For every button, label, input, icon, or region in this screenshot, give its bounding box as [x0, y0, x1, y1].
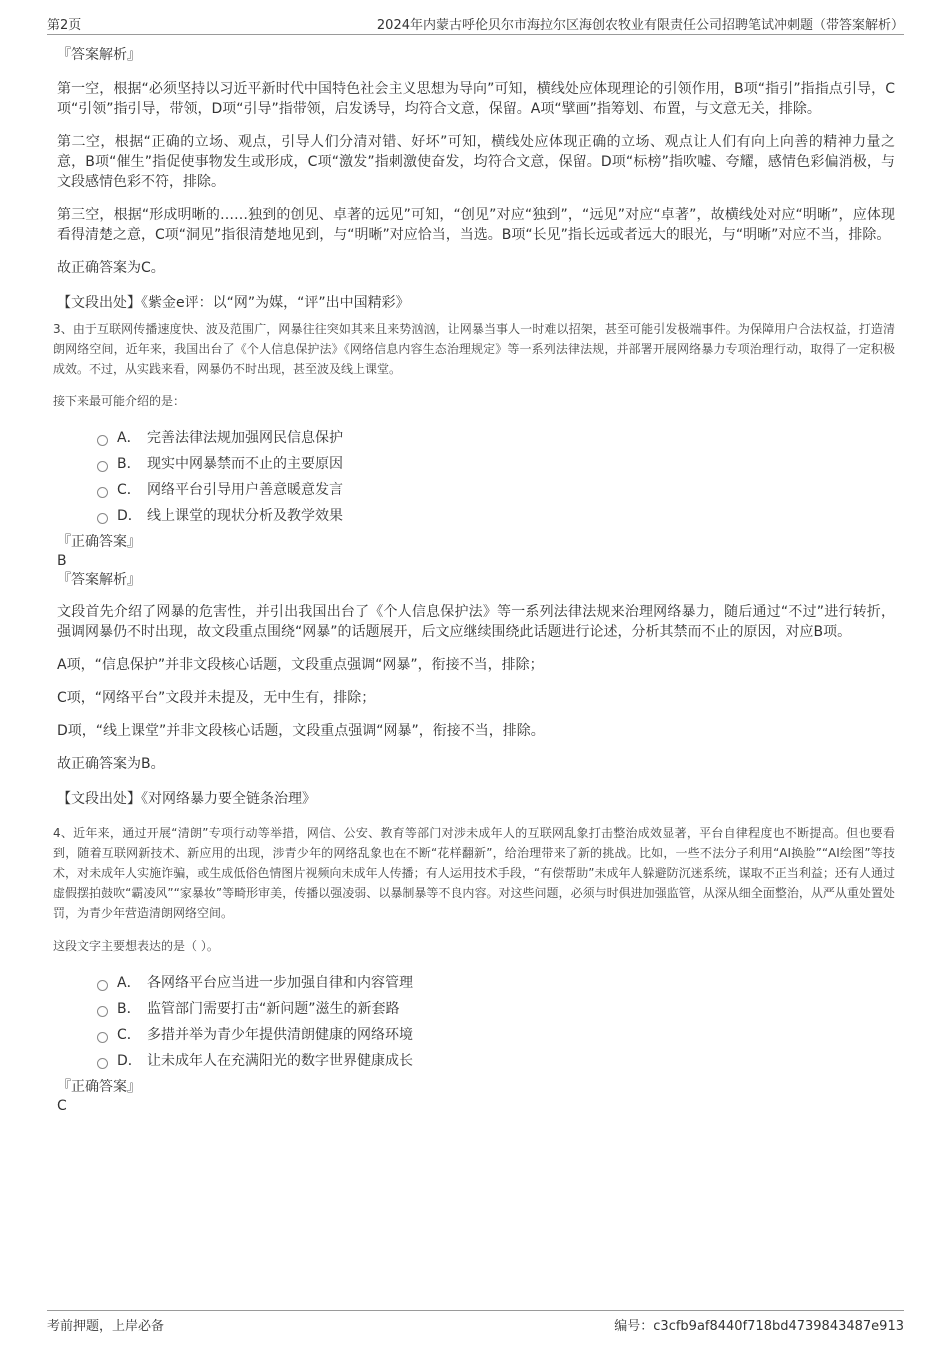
- page-footer: [47, 1310, 904, 1335]
- option-list: [97, 425, 895, 529]
- option-text: 线上课堂的现状分析及教学效果: [147, 508, 343, 524]
- option-letter: A．: [117, 430, 141, 446]
- option-letter: C．: [117, 482, 141, 498]
- option-text: 网络平台引导用户善意暖意发言: [147, 482, 343, 498]
- analysis-paragraph: 第三空，根据“形成明晰的……独到的创见、卓著的远见”可知，“创见”对应“独到”，“远见”对应“卓著”，故横线处对应“明晰”，应体现看得清楚之意，C项“洞见”指很清楚地见到，与“明晰”对应恰当，当选。B项“长见”指长远或者远大的眼光，与“明晰”对应不当，排除。: [57, 207, 895, 243]
- document-title: 2024年内蒙古呼伦贝尔市海拉尔区海创农牧业有限责任公司招聘笔试冲刺题（带答案解析）: [376, 18, 904, 33]
- question-3: [53, 319, 895, 809]
- radio-icon[interactable]: [97, 1058, 108, 1069]
- question-prompt: 接下来最可能介绍的是：: [53, 394, 186, 408]
- option-letter: B．: [117, 1001, 141, 1017]
- option-letter: D．: [117, 508, 142, 524]
- option-c[interactable]: [97, 477, 895, 503]
- option-letter: B．: [117, 456, 141, 472]
- option-text: 让未成年人在充满阳光的数字世界健康成长: [147, 1053, 413, 1069]
- option-d[interactable]: [97, 1048, 895, 1074]
- option-letter: C．: [117, 1027, 141, 1043]
- option-a[interactable]: [97, 425, 895, 451]
- question-4: [53, 823, 895, 1116]
- option-letter: D．: [117, 1053, 142, 1069]
- page-number: 第2页: [47, 18, 82, 33]
- correct-answer: B: [57, 553, 67, 569]
- option-text: 监管部门需要打击“新问题”滋生的新套路: [147, 1001, 400, 1017]
- radio-icon[interactable]: [97, 461, 108, 472]
- option-text: 多措并举为青少年提供清朗健康的网络环境: [147, 1027, 413, 1043]
- radio-icon[interactable]: [97, 435, 108, 446]
- option-letter: A．: [117, 975, 141, 991]
- option-a[interactable]: [97, 970, 895, 996]
- analysis-label: 『答案解析』: [57, 572, 141, 588]
- q2-analysis: [57, 45, 895, 313]
- option-c[interactable]: [97, 1022, 895, 1048]
- correct-answer-label: 『正确答案』: [57, 1079, 141, 1095]
- analysis-paragraph: A项，“信息保护”并非文段核心话题，文段重点强调“网暴”，衔接不当，排除；: [57, 657, 544, 673]
- option-text: 各网络平台应当进一步加强自律和内容管理: [147, 975, 413, 991]
- question-text: 4、近年来，通过开展“清朗”专项行动等举措，网信、公安、教育等部门对涉未成年人的互联网乱象打击整治成效显著，平台自律程度也不断提高。但也要看到，随着互联网新技术、新应用的出现，涉青少年的网络乱象也在不断“花样翻新”，给治理带来了新的挑战。比如，一些不法分子利用“AI换脸”“AI绘图”等技术，对未成年人实施诈骗，或生成低俗色情图片视频向未成年人传播；有人运用技术手段，“有偿帮助”未成年人躲避防沉迷系统，谋取不正当利益；还有人通过虚假摆拍鼓吹“霸凌风”“家暴妆”等畸形审美，传播以强凌弱、以暴制暴等不良内容。对这些问题，必须与时俱进加强监管，从深从细全面整治，从严从重处置处罚，为青少年营造清朗网络空间。: [53, 826, 895, 920]
- option-b[interactable]: [97, 451, 895, 477]
- option-text: 完善法律法规加强网民信息保护: [147, 430, 343, 446]
- analysis-paragraph: 文段首先介绍了网暴的危害性，并引出我国出台了《个人信息保护法》等一系列法律法规来治理网络暴力，随后通过“不过”进行转折，强调网暴仍不时出现，故文段重点围绕“网暴”的话题展开，后文应继续围绕此话题进行论述，分析其禁而不止的原因，对应B项。: [57, 604, 895, 640]
- analysis-conclusion: 故正确答案为B。: [57, 756, 165, 772]
- page-header: [47, 12, 904, 35]
- correct-answer-label: 『正确答案』: [57, 534, 141, 550]
- analysis-paragraph: 第二空，根据“正确的立场、观点，引导人们分清对错、好坏”可知，横线处应体现正确的立场、观点让人们有向上向善的精神力量之意，B项“催生”指促使事物发生或形成，C项“激发”指刺激使奋发，均符合文意，保留。D项“标榜”指吹嘘、夸耀，感情色彩偏消极，与文段感情色彩不符，排除。: [57, 134, 895, 190]
- radio-icon[interactable]: [97, 980, 108, 991]
- source-citation: 【文段出处】《对网络暴力要全链条治理》: [57, 791, 316, 807]
- radio-icon[interactable]: [97, 1032, 108, 1043]
- question-text: 3、由于互联网传播速度快、波及范围广，网暴往往突如其来且来势汹汹，让网暴当事人一时难以招架，甚至可能引发极端事件。为保障用户合法权益，打造清朗网络空间，近年来，我国出台了《个人信息保护法》《网络信息内容生态治理规定》等一系列法律法规，并部署开展网络暴力专项治理行动，取得了一定积极成效。不过，从实践来看，网暴仍不时出现，甚至波及线上课堂。: [53, 322, 895, 376]
- question-prompt: 这段文字主要想表达的是（ ）。: [53, 939, 219, 953]
- radio-icon[interactable]: [97, 1006, 108, 1017]
- analysis-paragraph: C项，“网络平台”文段并未提及，无中生有，排除；: [57, 690, 376, 706]
- option-d[interactable]: [97, 503, 895, 529]
- analysis-paragraph: D项，“线上课堂”并非文段核心话题，文段重点强调“网暴”，衔接不当，排除。: [57, 723, 545, 739]
- document-body: [53, 45, 895, 1116]
- radio-icon[interactable]: [97, 513, 108, 524]
- document-code: 编号：c3cfb9af8440f718bd4739843487e913: [614, 1319, 904, 1334]
- option-text: 现实中网暴禁而不止的主要原因: [147, 456, 343, 472]
- option-list: [97, 970, 895, 1074]
- source-citation: 【文段出处】《紫金e评：以“网”为媒，“评”出中国精彩》: [57, 295, 410, 311]
- option-b[interactable]: [97, 996, 895, 1022]
- analysis-conclusion: 故正确答案为C。: [57, 260, 165, 276]
- radio-icon[interactable]: [97, 487, 108, 498]
- footer-slogan: 考前押题，上岸必备: [47, 1319, 165, 1334]
- analysis-label: 『答案解析』: [57, 47, 141, 63]
- correct-answer: C: [57, 1098, 67, 1114]
- analysis-paragraph: 第一空，根据“必须坚持以习近平新时代中国特色社会主义思想为导向”可知，横线处应体现理论的引领作用，B项“指引”指指点引导，C项“引领”指引导，带领，D项“引导”指带领，启发诱导，均符合文意，保留。A项“擘画”指筹划、布置，与文意无关，排除。: [57, 81, 895, 117]
